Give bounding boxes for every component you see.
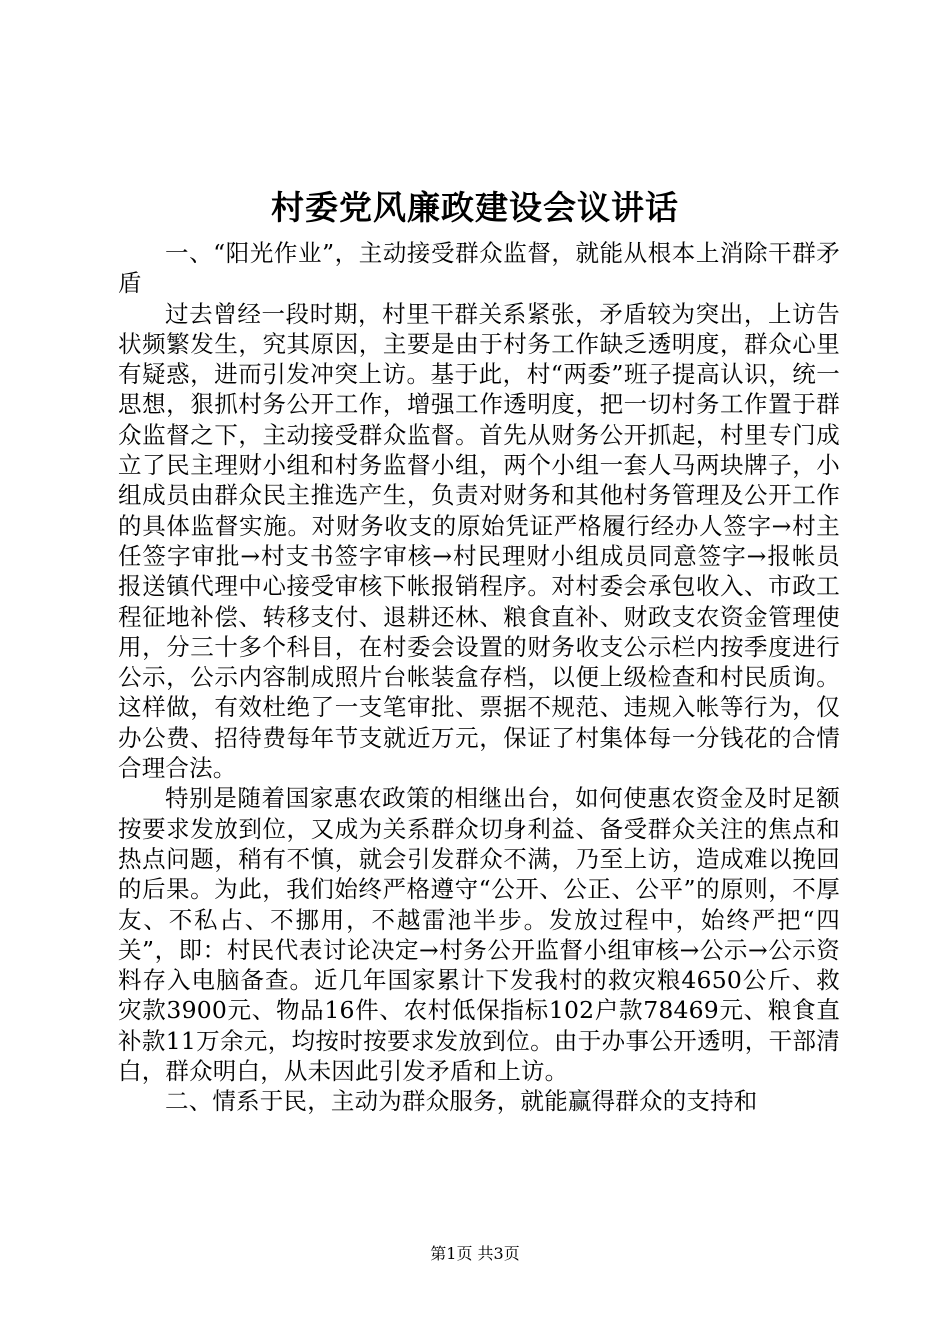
- document-title: 村委党风廉政建设会议讲话: [271, 188, 679, 227]
- paragraph-subsidy-distribution: 特别是随着国家惠农政策的相继出台，如何使惠农资金及时足额按要求发放到位，又成为关系群众切身利益、备受群众关注的焦点和热点问题，稍有不慎，就会引发群众不满，乃至上访，造成难以挽回的后果。为此，我们始终严格遵守“公开、公正、公平”的原则，不厚友、不私占、不挪用，不越雷池半步。发放过程中，始终严把“四关”，即：村民代表讨论决定→村务公开监督小组审核→公示→公示资料存入电脑备查。近几年国家累计下发我村的救灾粮4650公斤、救灾款3900元、物品16件、农村低保指标102户款78469元、粮食直补款11万余元，均按时按要求发放到位。由于办事公开透明，干部清白，群众明白，从未因此引发矛盾和上访。: [118, 784, 840, 1086]
- paragraph-transparency: 过去曾经一段时期，村里干群关系紧张，矛盾较为突出，上访告状频繁发生，究其原因，主要是由于村务工作缺乏透明度，群众心里有疑惑，进而引发冲突上访。基于此，村“两委”班子提高认识，统一思想，狠抓村务公开工作，增强工作透明度，把一切村务工作置于群众监督之下，主动接受群众监督。首先从财务公开抓起，村里专门成立了民主理财小组和村务监督小组，两个小组一套人马两块牌子，小组成员由群众民主推选产生，负责对财务和其他村务管理及公开工作的具体监督实施。对财务收支的原始凭证严格履行经办人签字→村主任签字审批→村支书签字审核→村民理财小组成员同意签字→报帐员报送镇代理中心接受审核下帐报销程序。对村委会承包收入、市政工程征地补偿、转移支付、退耕还林、粮食直补、财政支农资金管理使用，分三十多个科目，在村委会设置的财务收支公示栏内按季度进行公示，公示内容制成照片台帐装盒存档，以便上级检查和村民质询。这样做，有效杜绝了一支笔审批、票据不规范、违规入帐等行为，仅办公费、招待费每年节支就近万元，保证了村集体每一分钱花的合情合理合法。: [118, 299, 840, 783]
- paragraph-section-two-heading: 二、情系于民，主动为群众服务，就能赢得群众的支持和: [165, 1087, 758, 1116]
- document-body: [118, 238, 840, 1117]
- page-number-footer: 第1页 共3页: [430, 1244, 520, 1263]
- paragraph-section-one-heading: 一、“阳光作业”，主动接受群众监督，就能从根本上消除干群矛盾: [118, 239, 840, 298]
